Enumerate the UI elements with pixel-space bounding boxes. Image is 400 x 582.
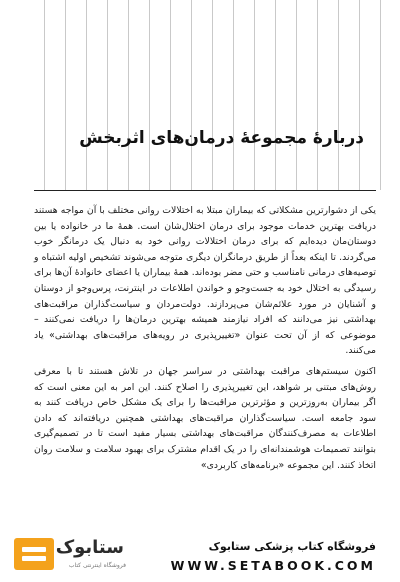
title-divider [34,190,376,191]
stripe-line [254,0,255,190]
stripe-line [65,0,66,190]
stripe-line [233,0,234,190]
stripe-line [275,0,276,190]
paragraph: یکی از دشوارترین مشکلاتی که بیماران مبتلا به اختلالات روانی مختلف با آن مواجه هستند دریافت بهترین خدمات موجود برای درمان اختلال‌شان است. همهٔ ما در خانواده یا بین دوستان‌مان دیده‌ایم که برای درمان اختلالات روانی خود به دنبال یک درمانگر خوب می‌گردند. تا اینکه بعداً از طریق درمانگران دیگری متوجه می‌شوند تشخیص اولیه اشتباه و توصیه‌های درمانی نامناسب و حتی مضر بوده‌اند. همهٔ بیماران یا اعضای خانوادهٔ آن‌ها برای رسیدگی به اختلال خود به جست‌وجو و خواندن اطلاعات در اینترنت، پرس‌وجو از دوستان و آشنایان در مورد علائم‌شان می‌پردازند. دولت‌مردان و سیاست‌گذاران مراقبت‌های بهداشتی نیز می‌دانند که افراد نیازمند همیشه بهترین درمان‌ها را دریافت نمی‌کنند – موضوعی که از آن تحت عنوان «تغییرپذیری در رویه‌های مراقبت‌های بهداشتی» یاد می‌کنند. [34,205,376,357]
stripe-line [107,0,108,190]
stripe-line [338,0,339,190]
footer-banner [0,530,400,582]
stripe-line [359,0,360,190]
stripe-line [296,0,297,190]
stripe-line [380,0,381,190]
stripe-line [170,0,171,190]
paragraph: اکنون سیستم‌های مراقبت بهداشتی در سراسر جهان در تلاش هستند تا با معرفی روش‌های مبتنی بر شواهد، این تغییرپذیری را اصلاح کنند. این امر به این معنی است که اگر بیماران به‌روزترین و مؤثرترین مراقبت‌ها را برای یک مشکل خاص دریافت کنند به سود جامعه است. سیاست‌گذاران مراقبت‌های بهداشتی همچنین دریافته‌اند که دادن اطلاعات به مصرف‌کنندگان مراقبت‌های بهداشتی بسیار مفید است تا در تصمیم‌گیری بتوانند تصمیمات هوشمندانه‌ای را در یک اقدام مشترک برای بهبود سلامت و سلامت روان اتخاذ کنند. این مجموعه «برنامه‌های کاربردی» [34,365,376,471]
stripe-line [191,0,192,190]
body-text [34,203,376,473]
decorative-stripes [0,0,400,190]
stripe-line [86,0,87,190]
stripe-line [128,0,129,190]
store-name: فروشگاه کتاب پزشکی ستابوک [208,540,376,553]
logo-subtitle: فروشگاه اینترنتی کتاب [68,562,126,569]
stripe-line [149,0,150,190]
store-logo[interactable] [14,536,126,576]
stripe-line [317,0,318,190]
book-icon [14,538,54,570]
logo-name: ستابوک [55,537,124,558]
store-url-link[interactable]: WWW.SETABOOK.COM [170,558,376,573]
stripe-line [212,0,213,190]
page-title: دربارهٔ مجموعهٔ درمان‌های اثربخش [79,128,364,148]
stripe-line [44,0,45,190]
